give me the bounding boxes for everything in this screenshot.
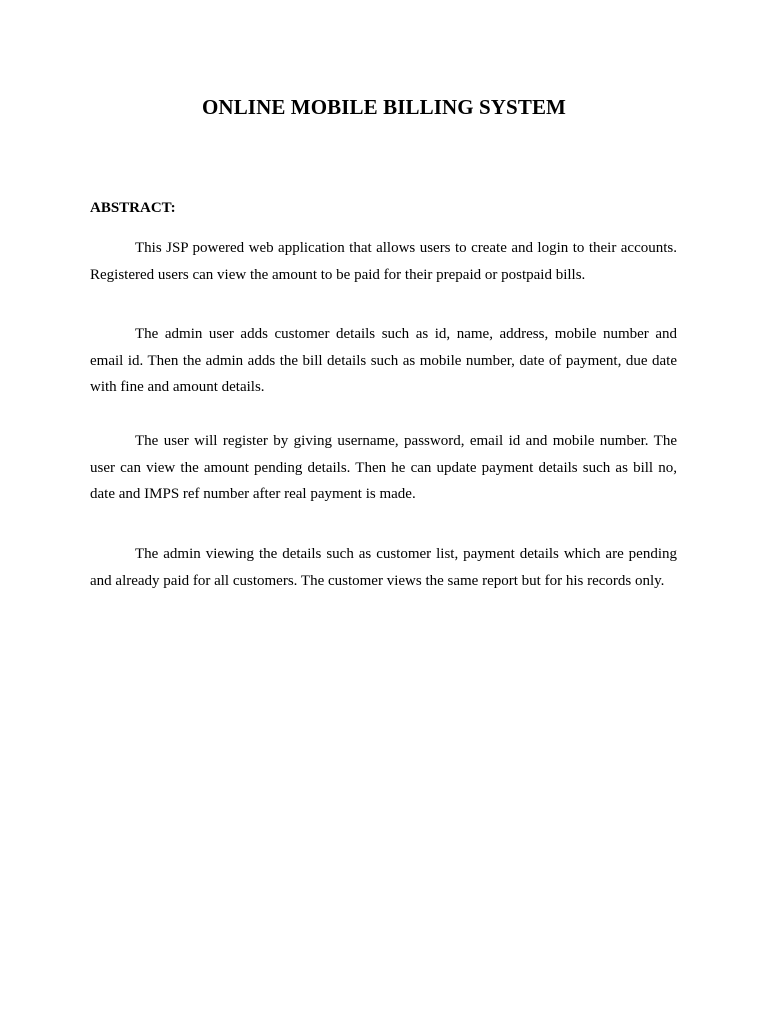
abstract-heading: ABSTRACT: xyxy=(90,200,176,216)
document-title: ONLINE MOBILE BILLING SYSTEM xyxy=(202,95,566,119)
abstract-paragraph-1: This JSP powered web application that allows users to create and login to their accounts. Registered users can view the amount to be paid for their prepaid or postpaid bills. xyxy=(90,240,677,283)
abstract-paragraph-2: The admin user adds customer details such as id, name, address, mobile number and email id. Then the admin adds the bill details such as mobile number, date of payment, due date with fine and amount details. xyxy=(90,326,677,396)
abstract-paragraph-4: The admin viewing the details such as customer list, payment details which are pending and already paid for all customers. The customer views the same report but for his records only. xyxy=(90,546,677,589)
abstract-paragraph-3: The user will register by giving username, password, email id and mobile number. The user can view the amount pending details. Then he can update payment details such as bill no, date and IMPS ref number after real payment is made. xyxy=(90,433,677,503)
